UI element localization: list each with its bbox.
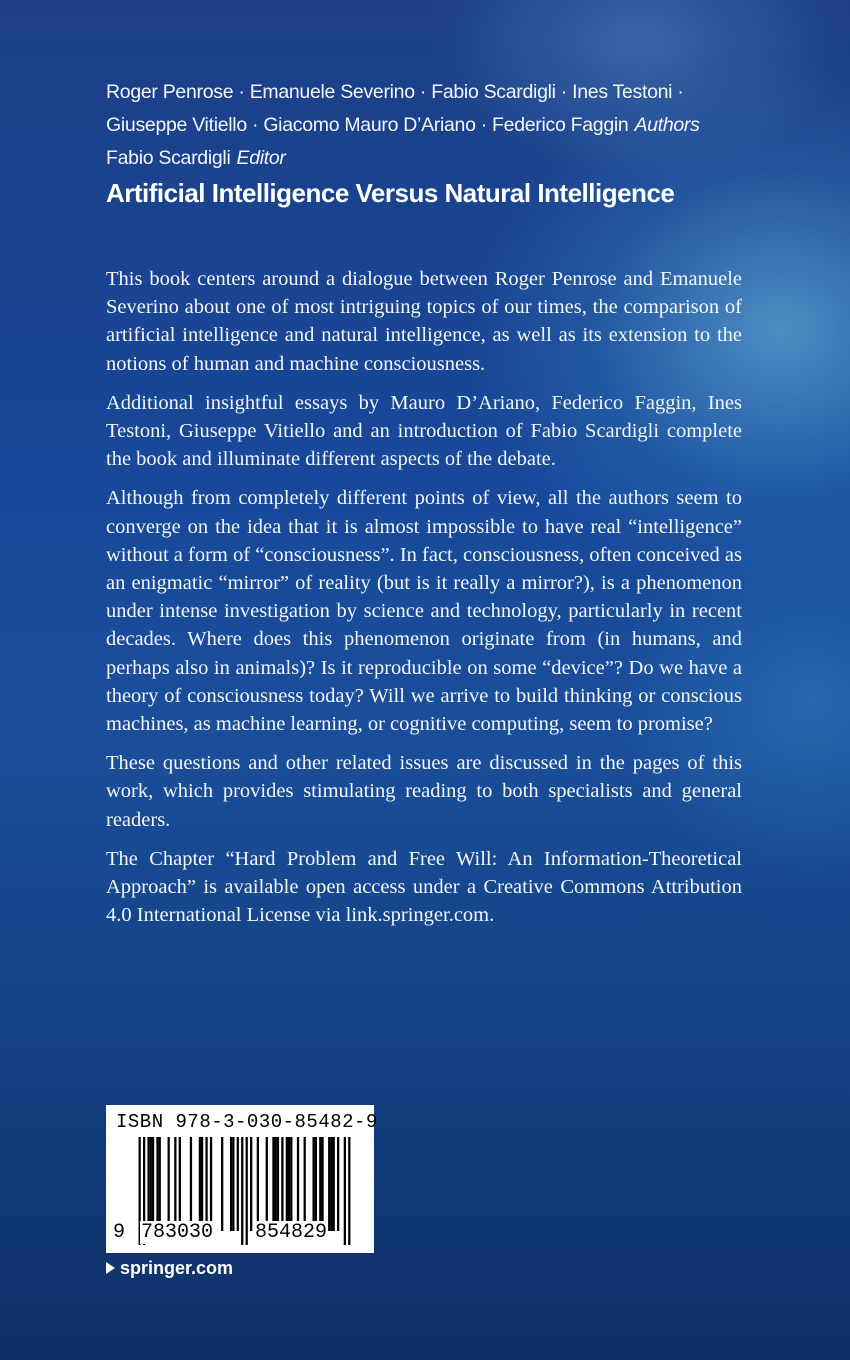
barcode-bar [199,1137,201,1231]
barcode-bar [179,1137,181,1231]
barcode-bar [333,1137,335,1231]
barcode-bar [230,1137,232,1231]
publisher-url: springer.com [120,1258,234,1278]
description-paragraph-5: The Chapter “Hard Problem and Free Will: An Information-Theoretical Approach” is available open access under a Creative Commons Attribution 4.0 International License via link.springer.com. [106,847,742,927]
barcode-bar [321,1137,323,1231]
isbn-barcode [106,1105,378,1253]
editor-name: Fabio Scardigli [106,147,231,169]
barcode-bar [315,1137,317,1231]
barcode-bar [205,1137,207,1231]
barcode-bar [266,1137,268,1231]
barcode-bar [304,1137,306,1231]
publisher-link[interactable] [106,1258,233,1279]
barcode-bar [156,1137,158,1231]
barcode-bar [190,1137,192,1231]
barcode-bar [237,1137,239,1231]
book-description [106,265,742,940]
ean-right-group: 854829 [255,1221,328,1244]
barcode-bar [221,1137,223,1231]
barcode-bar [288,1137,290,1231]
barcode-bar [272,1137,274,1231]
barcode-bar [330,1137,332,1231]
barcode-bar [210,1137,212,1231]
description-paragraph-4: These questions and other related issues are discussed in the pages of this work, which provides stimulating reading to both specialists and general readers. [106,752,742,831]
authors-role-label: Authors [634,114,700,136]
author-line-1: Roger Penrose · Emanuele Severino · Fabio Scardigli · Ines Testoni · [106,81,684,103]
description-paragraph-1: This book centers around a dialogue between Roger Penrose and Emanuele Severino about one of most intriguing topics of our times, the comparison of artificial intelligence and natural intelligence, as well as its extension to the notions of human and machine consciousness. [106,268,742,375]
description-paragraph-2: Additional insightful essays by Mauro D’Ariano, Federico Faggin, Ines Testoni, Giuseppe Vitiello and an introduction of Fabio Scardigli complete the book and illuminate different aspects of the debate. [106,391,742,471]
barcode-bar [328,1137,330,1231]
barcode-bar [257,1137,259,1231]
barcode-bar [150,1137,152,1231]
barcode-bar [250,1137,252,1231]
barcode-bar [290,1137,292,1231]
barcode-bar [168,1137,170,1231]
barcode-bar [319,1137,321,1231]
ean-left-group: 783030 [141,1221,214,1244]
book-title: Artificial Intelligence Versus Natural Intelligence [106,178,675,208]
barcode-bar [232,1137,234,1231]
ean-digits [106,1221,374,1251]
barcode-bar [297,1137,299,1231]
barcode-bar [312,1137,314,1231]
barcode-bar [281,1137,283,1231]
ean-first-digit: 9 [113,1221,126,1244]
author-list [106,76,756,175]
barcode-bar [174,1137,176,1231]
editor-role-label: Editor [236,147,286,169]
barcode-bar [147,1137,149,1231]
author-names-2: Giuseppe Vitiello · Giacomo Mauro D’Ariano · Federico Faggin [106,114,629,136]
barcode-bar [277,1137,279,1231]
arrow-right-icon [106,1262,115,1274]
barcode-bar [337,1137,339,1231]
barcode-bar [152,1137,154,1231]
isbn-number: ISBN 978-3-030-85482-9 [116,1111,378,1133]
author-line-2 [106,109,756,142]
description-paragraph-3: Although from completely different points of view, all the authors seem to converge on the idea that it is almost impossible to have real “intelligence” without a form of “consciousness”. In fact, consciousness, often conceived as an enigmatic “mirror” of reality (but is it really a mirror?), is a phenomenon under intense investigation by science and technology, particularly in recent decades. Where does this phenomenon originate from (in humans, and perhaps also in animals)? Is it reproducible on some “device”? Do we have a theory of consciousness today? Will we arrive to build thinking or conscious machines, as machine learning, or cognitive computing, seem to promise? [106,487,742,736]
barcode-bar [286,1137,288,1231]
editor-line [106,142,756,175]
barcode-bar [159,1137,161,1231]
barcode-bar [275,1137,277,1231]
barcode-bar [201,1137,203,1231]
